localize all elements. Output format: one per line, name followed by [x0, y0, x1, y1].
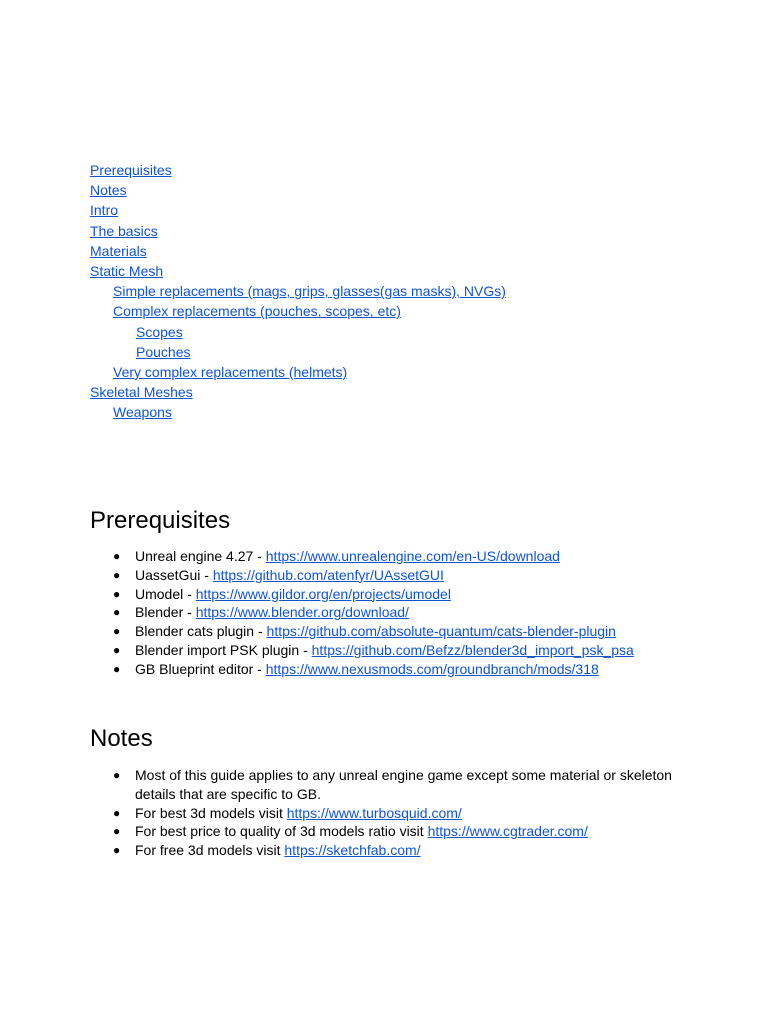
- item-text: Unreal engine 4.27 -: [135, 548, 266, 564]
- item-text: For best price to quality of 3d models ratio visit: [135, 823, 428, 840]
- toc-item: [90, 362, 506, 382]
- toc-link-simple-replacements[interactable]: Simple replacements (mags, grips, glasses(gas masks), NVGs): [113, 283, 506, 300]
- toc-link-notes[interactable]: Notes: [90, 182, 127, 199]
- list-item: [90, 585, 690, 604]
- prerequisites-heading: Prerequisites: [90, 507, 231, 534]
- bullet-icon: ●: [113, 567, 121, 582]
- toc-item: [90, 180, 506, 200]
- bullet-icon: ●: [113, 843, 121, 858]
- list-item: [90, 841, 690, 860]
- toc-link-static-mesh[interactable]: Static Mesh: [90, 262, 164, 279]
- item-text: Blender cats plugin -: [135, 623, 267, 640]
- bullet-icon: ●: [113, 805, 121, 820]
- list-item: [90, 822, 690, 841]
- notes-heading: Notes: [90, 725, 153, 752]
- toc-link-materials[interactable]: Materials: [90, 242, 147, 259]
- toc-item: [90, 261, 506, 281]
- bullet-icon: ●: [113, 824, 121, 839]
- toc-item: [90, 301, 506, 321]
- bullet-icon: ●: [113, 549, 121, 563]
- blender-psk-plugin-link[interactable]: https://github.com/Befzz/blender3d_import_psk_psa: [311, 641, 634, 658]
- prerequisites-section: [90, 507, 690, 679]
- item-text: Blender import PSK plugin -: [135, 641, 312, 658]
- toc-link-the-basics[interactable]: The basics: [90, 222, 158, 239]
- cgtrader-link[interactable]: https://www.cgtrader.com/: [427, 823, 588, 840]
- list-item: [90, 622, 690, 641]
- list-item: [90, 566, 690, 585]
- list-item: [90, 547, 690, 566]
- list-item: [90, 641, 690, 660]
- notes-section: [90, 725, 690, 860]
- turbosquid-link[interactable]: https://www.turbosquid.com/: [286, 804, 462, 821]
- toc-link-skeletal-meshes[interactable]: Skeletal Meshes: [90, 384, 193, 401]
- prerequisites-list: [90, 547, 690, 679]
- toc-item: [90, 241, 506, 261]
- toc-link-weapons[interactable]: Weapons: [113, 404, 172, 421]
- toc-link-complex-replacements[interactable]: Complex replacements (pouches, scopes, etc): [113, 303, 401, 320]
- blender-link[interactable]: https://www.blender.org/download/: [195, 604, 409, 621]
- uassetgui-link[interactable]: https://github.com/atenfyr/UAssetGUI: [212, 566, 444, 583]
- toc-link-pouches[interactable]: Pouches: [136, 343, 191, 360]
- item-text: For free 3d models visit: [135, 842, 285, 859]
- item-text: GB Blueprint editor -: [135, 660, 266, 677]
- item-text: Most of this guide applies to any unreal engine game except some material or skeleton details that are specific to GB.: [135, 767, 672, 802]
- toc-item: [90, 221, 506, 241]
- toc-item: [90, 281, 506, 301]
- list-item: [90, 603, 690, 622]
- sketchfab-link[interactable]: https://sketchfab.com/: [284, 842, 421, 859]
- item-text: Blender -: [135, 604, 196, 621]
- toc-link-scopes[interactable]: Scopes: [136, 323, 183, 340]
- unreal-engine-link[interactable]: https://www.unrealengine.com/en-US/download: [265, 548, 560, 564]
- list-item: [90, 660, 690, 679]
- toc-item: [90, 382, 506, 402]
- toc-item: [90, 200, 506, 220]
- table-of-contents: [90, 160, 506, 422]
- toc-item: [90, 402, 506, 422]
- blender-cats-plugin-link[interactable]: https://github.com/absolute-quantum/cats-blender-plugin: [266, 623, 616, 640]
- toc-item: [90, 160, 506, 180]
- notes-list: [90, 766, 690, 860]
- toc-link-very-complex-replacements[interactable]: Very complex replacements (helmets): [113, 363, 348, 380]
- bullet-icon: ●: [113, 642, 121, 657]
- toc-link-prerequisites[interactable]: Prerequisites: [90, 162, 172, 178]
- bullet-icon: ●: [113, 624, 121, 639]
- bullet-icon: ●: [113, 768, 121, 782]
- list-item: [90, 804, 690, 823]
- toc-item: [90, 342, 506, 362]
- bullet-icon: ●: [113, 605, 121, 620]
- gb-blueprint-editor-link[interactable]: https://www.nexusmods.com/groundbranch/mods/318: [265, 660, 599, 677]
- list-item: [90, 766, 690, 804]
- bullet-icon: ●: [113, 586, 121, 601]
- bullet-icon: ●: [113, 661, 121, 676]
- item-text: Umodel -: [135, 585, 196, 602]
- item-text: For best 3d models visit: [135, 804, 287, 821]
- umodel-link[interactable]: https://www.gildor.org/en/projects/umodel: [195, 585, 451, 602]
- item-text: UassetGui -: [135, 566, 213, 583]
- toc-item: [90, 322, 506, 342]
- toc-link-intro[interactable]: Intro: [90, 202, 119, 219]
